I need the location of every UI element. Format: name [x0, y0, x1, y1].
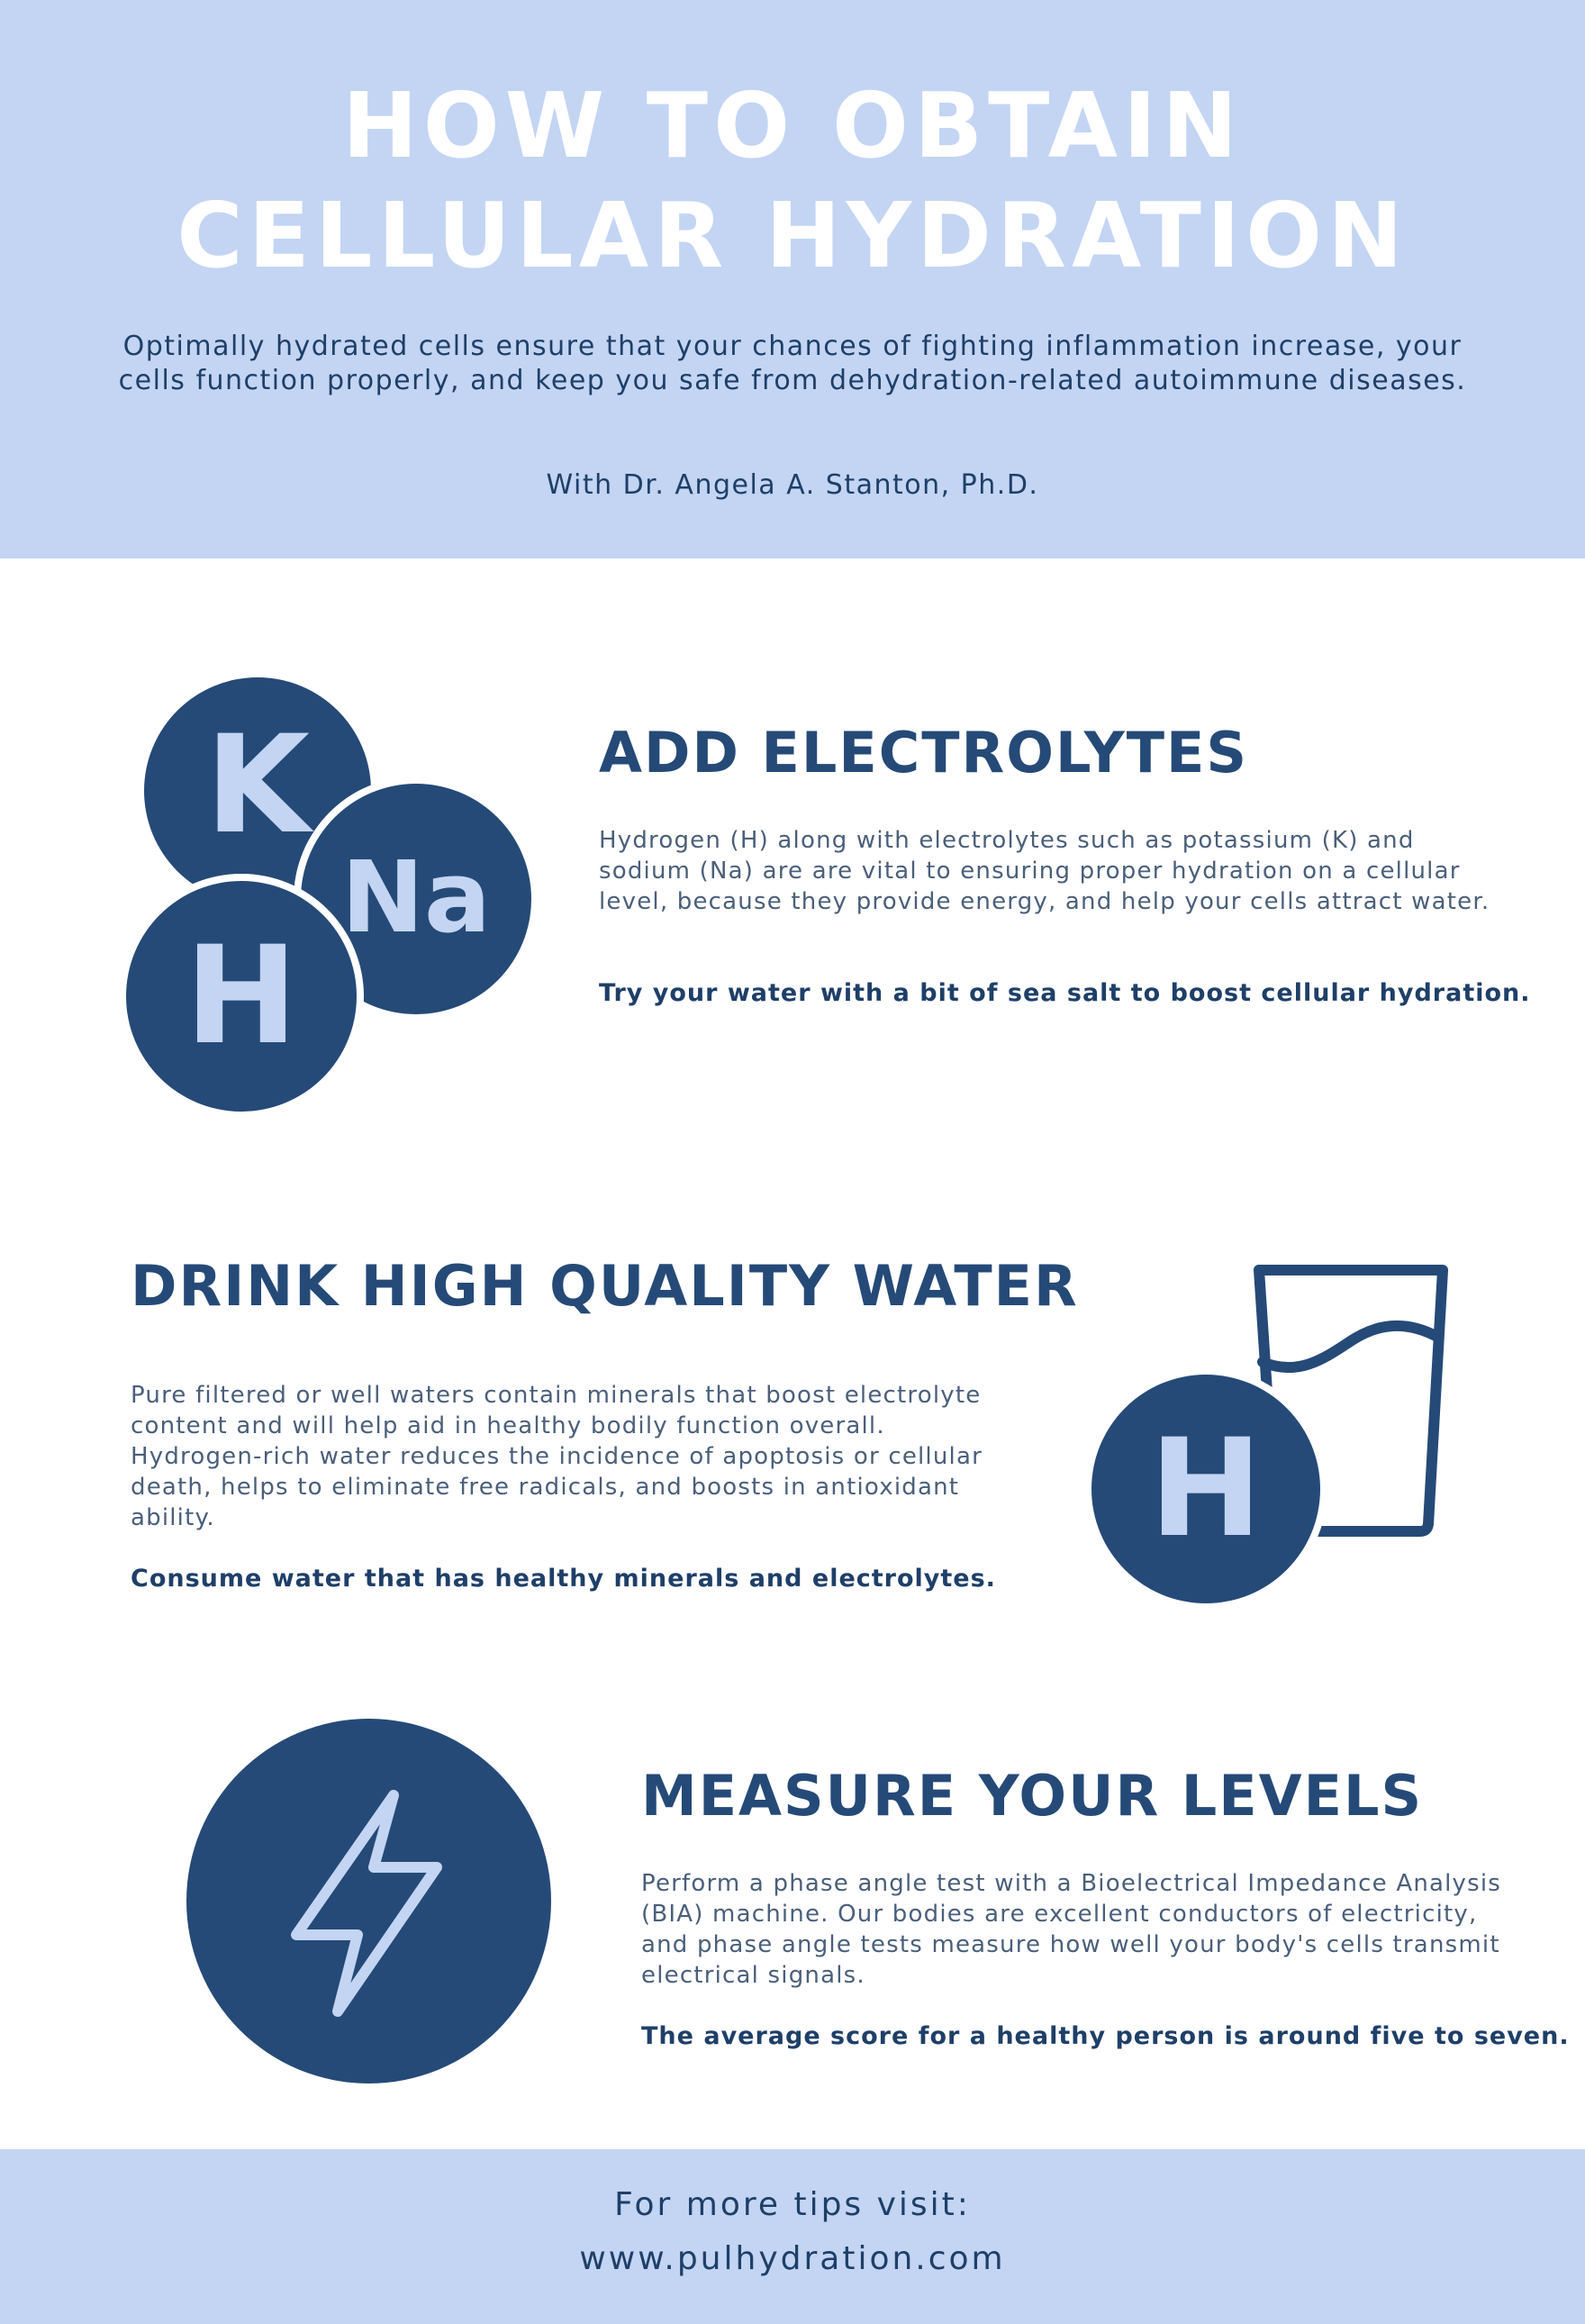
water-hydrogen-label: H [1149, 1411, 1263, 1567]
byline: With Dr. Angela A. Stanton, Ph.D. [546, 469, 1039, 501]
section-note-electrolytes: Try your water with a bit of sea salt to boost cellular hydration. [599, 979, 1531, 1007]
section-note-water: Consume water that has healthy minerals and electrolytes. [131, 1565, 996, 1593]
footer-band [0, 2149, 1585, 2324]
potassium-label: K [204, 707, 311, 864]
intro-text: Optimally hydrated cells ensure that your chances of fighting inflammation increase, your cells function properly, and keep you safe from dehydration-related autoimmune diseases. [118, 331, 1467, 396]
page-title-line-2: CELLULAR HYDRATION [177, 183, 1408, 288]
footer-website-link[interactable]: www.pulhydration.com [579, 2240, 1006, 2277]
section-title-water: DRINK HIGH QUALITY WATER [131, 1253, 1079, 1319]
footer-tips-text: For more tips visit: [614, 2186, 971, 2223]
section-title-levels: MEASURE YOUR LEVELS [641, 1763, 1424, 1829]
water-hydrogen-circle [1091, 1375, 1320, 1603]
section-body-water: Pure filtered or well waters contain minerals that boost electrolyte content and will help aid in healthy bodily function overall. Hydrogen-rich water reduces the incidence of apoptosis or cellular death, helps to eliminate free radicals, and boosts in antioxidant ability. [131, 1382, 983, 1531]
hydrogen-label: H [185, 918, 298, 1075]
page-title-line-1: HOW TO OBTAIN [342, 73, 1243, 178]
section-title-electrolytes: ADD ELECTROLYTES [599, 720, 1248, 785]
section-body-levels: Perform a phase angle test with a Bioelectrical Impedance Analysis (BIA) machine. Our bodies are excellent conductors of electricity, and phase angle tests measure how well your body's cells transmit electrical signals. [641, 1870, 1502, 1989]
bolt-shape [186, 1719, 551, 2083]
lightning-bolt-icon [186, 1719, 551, 2083]
section-note-levels: The average score for a healthy person is around five to seven. [641, 2022, 1570, 2050]
section-body-electrolytes: Hydrogen (H) along with electrolytes such as potassium (K) and sodium (Na) are are vital to ensuring proper hydration on a cellular level, because they provide energy, and help your cells attract water. [599, 827, 1490, 915]
sodium-label: Na [340, 840, 492, 955]
